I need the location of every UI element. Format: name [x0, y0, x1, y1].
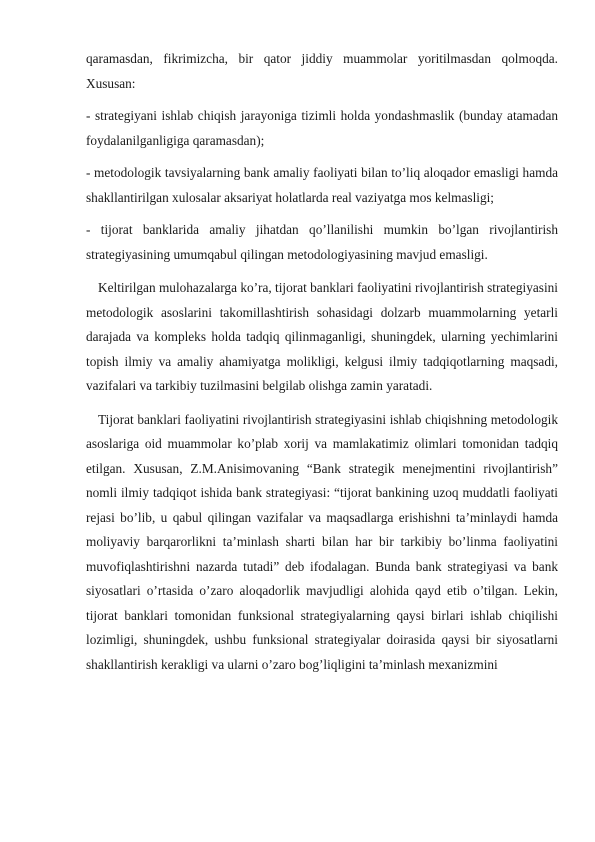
paragraph-conclusion: Keltirilgan mulohazalarga ko’ra, tijorat banklari faoliyatini rivojlantirish strategiyasini metodologik asoslarini takomillashtirish sohasidagi dolzarb muammolarning yetarli darajada va kompleks holda tadqiq qilinmaganligi, shuningdek, ularning yechimlarini topish ilmiy va amaliy ahamiyatga molikligi, kelgusi ilmiy tadqiqotlarning maqsadi, vazifalari va tarkibiy tuzilmasini belgilab olishga zamin yaratadi. — [86, 280, 558, 393]
paragraph-list-item-1: - strategiyani ishlab chiqish jarayoniga tizimli holda yondashmaslik (bunday atamadan foydalanilganligiga qaramasdan); — [86, 108, 558, 148]
paragraph-literature-review: Tijorat banklari faoliyatini rivojlantirish strategiyasini ishlab chiqishning metodologik asoslariga oid muammolar ko’plab xorij va mamlakatimiz olimlari tomonidan tadqiq etilgan. Xususan, Z.M.Anisimovaning “Bank strategik menejmentini rivojlantirish” nomli ilmiy tadqiqot ishida bank strategiyasi: “tijorat bankining uzoq muddatli faoliyati rejasi bo’lib, u qabul qilingan vazifalar va maqsadlarga erishishni ta’minlaydi hamda moliyaviy barqarorlikni ta’minlash sharti bilan har bir tarkibiy bo’linma faoliyatini muvofiqlashtirishni nazarda tutadi” deb ifodalagan. Bunda bank strategiyasi va bank siyosatlari o’rtasida o’zaro aloqadorlik mavjudligi alohida qayd etib o’tilgan. Lekin, tijorat banklari tomonidan funksional strategiyalarning qaysi birlari ishlab chiqilishi lozimligi, shuningdek, ushbu funksional strategiyalar doirasida qaysi bir siyosatlarni shakllantirish kerakligi va ularni o’zaro bog’liqligini ta’minlash mexanizmini — [86, 411, 558, 672]
document-body — [86, 47, 558, 677]
paragraph-list-item-3: - tijorat banklarida amaliy jihatdan qo’llanilishi mumkin bo’lgan rivojlantirish strategiyasining umumqabul qilingan metodologiyasining mavjud emasligi. — [86, 222, 558, 262]
paragraph-intro: qaramasdan, fikrimizcha, bir qator jiddiy muammolar yoritilmasdan qolmoqda. Xususan: — [86, 51, 558, 91]
paragraph-list-item-2: - metodologik tavsiyalarning bank amaliy faoliyati bilan to’liq aloqador emasligi hamda shakllantirilgan xulosalar aksariyat holatlarda real vaziyatga mos kelmasligi; — [86, 165, 558, 205]
